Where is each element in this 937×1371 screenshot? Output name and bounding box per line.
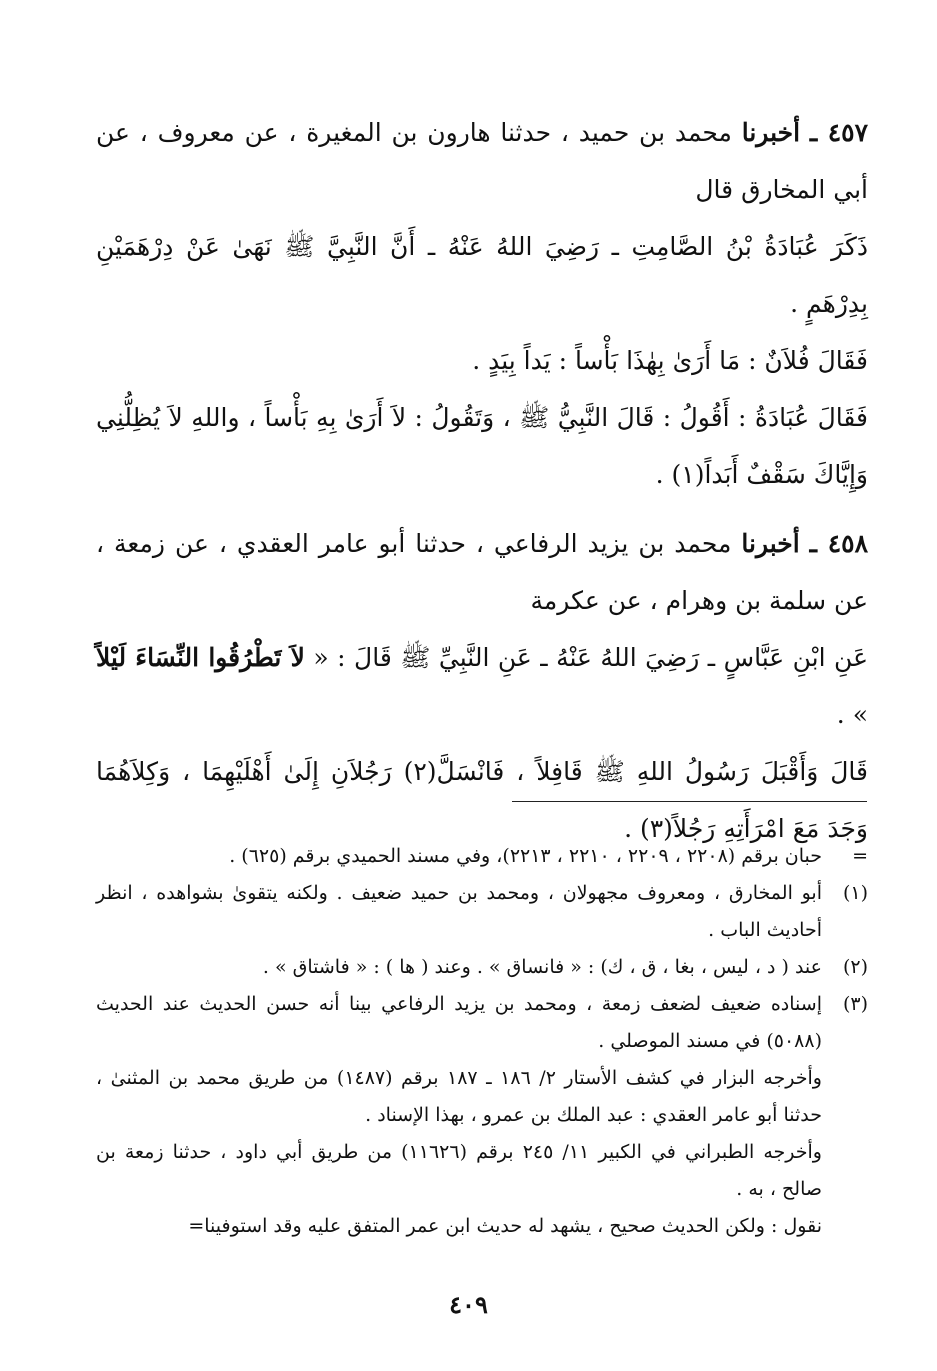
hadith-number: ٤٥٨ ـ <box>809 529 869 558</box>
footnote <box>96 986 868 1245</box>
hadith-458-isnad <box>96 515 868 629</box>
footnote <box>96 875 868 949</box>
footnote <box>96 838 868 875</box>
footnote-line: أبو المخارق ، ومعروف مجهولان ، ومحمد بن حميد ضعيف . ولكنه يتقوىٰ بشواهده ، انظر أحاديث الباب . <box>96 882 822 941</box>
matn-paragraph: قَالَ وَأَقْبَلَ رَسُولُ اللهِ ﷺ قَافِلاً ، فَانْسَلَّ(٢) رَجُلاَنِ إِلَىٰ أَهْلَيْهِمَا ، وَكِلاَهُمَا وَجَدَ مَعَ امْرَأَتِهِ رَجُلاً(٣) . <box>96 757 868 843</box>
footnote-line: نقول : ولكن الحديث صحيح ، يشهد له حديث ابن عمر المتفق عليه وقد استوفينا= <box>188 1215 822 1237</box>
footnote-line: حبان برقم (٢٢٠٨ ، ٢٢٠٩ ، ٢٢١٠ ، ٢٢١٣)، وفي مسند الحميدي برقم (٦٢٥) . <box>229 845 822 867</box>
footnote <box>96 949 868 986</box>
matn-text: عَنِ ابْنِ عَبَّاسٍ ـ رَضِيَ اللهُ عَنْهُ ـ عَنِ النَّبِيِّ ﷺ قَالَ : « <box>313 643 868 672</box>
footnote-separator <box>512 801 867 802</box>
footnote-mark: = <box>852 845 868 867</box>
footnote-body <box>96 875 822 949</box>
isnad-text: محمد بن حميد ، حدثنا هارون بن المغيرة ، عن <box>244 118 732 147</box>
page-number: ٤٠٩ <box>449 1290 488 1319</box>
hadith-lead: أخبرنا <box>741 529 800 558</box>
footnote-line: عند ( د ، ليس ، بغا ، ق ، ك) : « فانساق » . وعند ( ها ) : « فاشتاق » . <box>262 956 822 978</box>
footnote-body <box>96 838 822 875</box>
isnad-text: زمعة ، عن سلمة بن وهرام ، عن عكرمة <box>96 529 868 615</box>
hadith-457-isnad <box>96 104 868 218</box>
hadith-lead: أخبرنا <box>741 118 801 147</box>
matn-paragraph: فَقَالَ فُلاَنٌ : مَا أَرَىٰ بِهٰذَا بَأْساً : يَداً بِيَدٍ . <box>472 346 868 375</box>
footnote-body <box>96 949 822 986</box>
footnote-body <box>96 986 822 1245</box>
footnote-line: وأخرجه الطبراني في الكبير ١١/ ٢٤٥ برقم (١١٦٢٦) من طريق أبي داود ، حدثنا زمعة بن صالح ، به . <box>96 1141 822 1200</box>
prophetic-saying: لاَ تَطْرُقُوا النِّسَاءَ لَيْلاً <box>96 643 305 672</box>
isnad-text: معروف ، عن أبي المخارق قال <box>96 118 868 204</box>
footnote-line: إسناده ضعيف لضعف زمعة ، ومحمد بن يزيد الرفاعي بينا أنه حسن الحديث عند الحديث (٥٠٨٨) في مسند الموصلي . <box>96 993 822 1052</box>
footnote-line: وأخرجه البزار في كشف الأستار ٢/ ١٨٦ ـ ١٨٧ برقم (١٤٨٧) من طريق محمد بن المثنىٰ ، حدثنا أبو عامر العقدي : عبد الملك بن عمرو ، بهذا الإسناد . <box>96 1067 822 1126</box>
matn-paragraph: فَقَالَ عُبَادَةُ : أَقُولُ : قَالَ النَّبِيُّ ﷺ ، وَتَقُولُ : لاَ أَرَىٰ بِهِ بَأْساً ، واللهِ لاَ يُظِلُّنِي وَإِيَّاكَ سَقْفٌ أَبَداً(١) . <box>96 403 868 489</box>
matn-paragraph <box>96 629 868 743</box>
footnote-mark: (٢) <box>842 956 868 978</box>
matn-paragraph: ذَكَرَ عُبَادَةُ بْنُ الصَّامِتِ ـ رَضِيَ اللهُ عَنْهُ ـ أَنَّ النَّبِيَّ ﷺ نَهَىٰ عَنْ دِرْهَمَيْنِ بِدِرْهَمٍ . <box>96 232 868 318</box>
matn-text: » . <box>836 700 868 729</box>
footnotes <box>96 838 868 1245</box>
main-text <box>96 104 868 857</box>
isnad-text: محمد بن يزيد الرفاعي ، حدثنا أبو عامر العقدي ، عن <box>174 529 732 558</box>
footnote-mark: (٣) <box>842 993 868 1015</box>
footnote-mark: (١) <box>842 882 868 904</box>
hadith-number: ٤٥٧ ـ <box>809 118 869 147</box>
